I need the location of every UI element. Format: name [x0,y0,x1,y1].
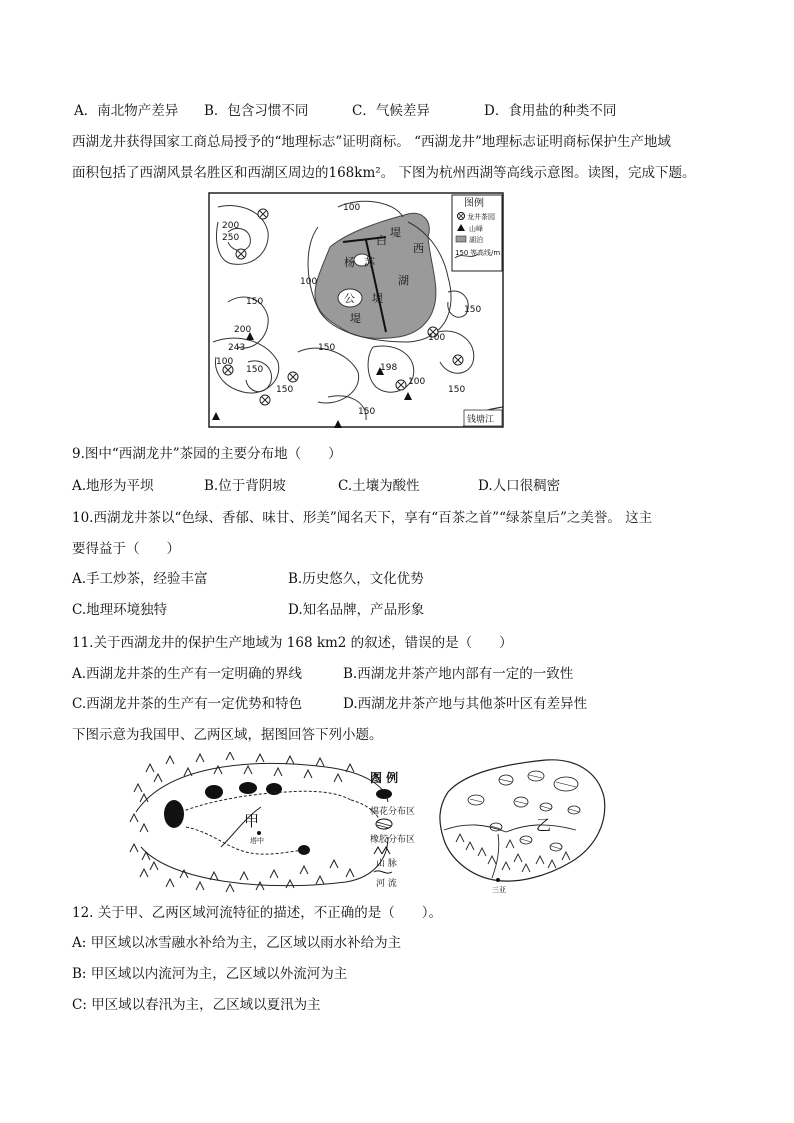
q12-option-b: B: 甲区域以内流河为主，乙区域以外流河为主 [72,966,348,982]
mountain-icon [374,847,390,854]
q10-option-d: D.知名品牌，产品形象 [288,602,425,618]
contour-label: 150 [358,407,376,417]
q8-option-b: B．包含习惯不同 [204,103,309,119]
q10-stem-line2: 要得益于（ ） [72,541,180,557]
q12-option-c: C: 甲区域以春汛为主，乙区域以夏汛为主 [72,997,321,1013]
place-label: 堤 [372,292,383,305]
place-label: 西 [413,242,424,255]
q10-stem-line1: 10.西湖龙井茶以“色绿、香郁、味甘、形美”闻名天下，享有“百茶之首”“绿茶皇后”之美誉。 这主 [72,510,653,526]
city-a-label: 塔中 [250,837,264,845]
place-label: 堤 [350,312,361,325]
place-label: 公 [344,292,355,305]
q12-stem: 12. 关于甲、乙两区域河流特征的描述，不正确的是（ ）。 [72,905,443,921]
passage1-line1: 西湖龙井获得国家工商总局授予的“地理标志”证明商标。 “西湖龙井”地理标志证明商标保护生产地域 [72,134,671,150]
place-label: 湖 [398,274,409,287]
q8-option-c: C．气候差异 [352,103,430,119]
legend-title: 图例 [464,198,484,209]
map1-legend [452,195,502,271]
q9-stem: 9.图中“西湖龙井”茶园的主要分布地（ ） [72,446,342,462]
q11-option-c: C.西湖龙井茶的生产有一定优势和特色 [72,696,303,712]
passage2: 下图示意为我国甲、乙两区域，据图回答下列小题。 [72,727,383,743]
q9-option-d: D.人口很稠密 [478,478,561,494]
place-label: 苏 [364,256,375,269]
q9-option-b: B.位于背阴坡 [204,478,286,494]
legend-cotton: 棉花分布区 [370,807,416,817]
q8-option-d: D．食用盐的种类不同 [484,103,617,119]
contour-label: 100 [428,333,446,343]
legend-lake: 湖泊 [469,236,483,244]
contour-label: 150 [276,385,294,395]
region-b-label: 乙 [536,816,552,834]
west-lake-contour-map [208,192,504,428]
contour-label: 100 [216,357,234,367]
contour-label: 200 [222,221,240,231]
legend-rubber: 橡胶分布区 [370,835,416,845]
q11-stem: 11.关于西湖龙井的保护生产地域为 168 km2 的叙述，错误的是（ ） [72,635,513,651]
contour-label: 250 [222,233,240,243]
river-label: 钱塘江 [467,415,495,425]
contour-label: 150 [246,365,264,375]
place-label: 白 [376,234,387,247]
place-label: 杨 [344,256,355,269]
q10-option-b: B.历史悠久，文化优势 [288,571,424,587]
q9-option-a: A.地形为平坝 [72,478,154,494]
legend2-title: 图 例 [370,771,399,785]
contour-label: 200 [234,325,252,335]
region-a-label: 甲 [244,812,260,830]
place-label: 堤 [390,226,401,239]
legend-mountain: 山 脉 [376,859,397,869]
legend-river: 河 流 [376,879,397,889]
q10-option-a: A.手工炒茶，经验丰富 [72,571,208,587]
contour-label: 150 [246,297,264,307]
regions-map [126,752,610,894]
contour-label: 150 [448,385,466,395]
q11-option-b: B.西湖龙井茶产地内部有一定的一致性 [343,666,574,682]
legend-contour: 等高线/m [470,249,501,257]
legend-tea-garden: 龙井茶园 [467,213,495,221]
contour-label: 100 [300,277,318,287]
q12-option-a: A: 甲区域以冰雪融水补给为主，乙区域以雨水补给为主 [72,935,402,951]
q10-option-c: C.地理环境独特 [72,602,168,618]
passage1-line2: 面积包括了西湖风景名胜区和西湖区周边的168km²。 下图为杭州西湖等高线示意图。读图，完成下题。 [72,165,696,181]
map2-legend [370,770,415,889]
q11-option-a: A.西湖龙井茶的生产有一定明确的界线 [72,666,303,682]
legend-peak: 山峰 [469,225,483,233]
contour-label: 150 [318,343,336,353]
city-b-label: 三亚 [492,886,506,894]
contour-label: 198 [380,363,398,373]
q9-option-c: C.土壤为酸性 [338,478,420,494]
q11-option-d: D.西湖龙井茶产地与其他茶叶区有差异性 [343,696,588,712]
legend-contour-value: 150 [455,249,469,257]
contour-label: 100 [408,377,426,387]
contour-label: 243 [228,343,246,353]
contour-label: 100 [343,203,361,213]
q8-option-a: A．南北物产差异 [74,103,179,119]
contour-label: 150 [464,305,482,315]
